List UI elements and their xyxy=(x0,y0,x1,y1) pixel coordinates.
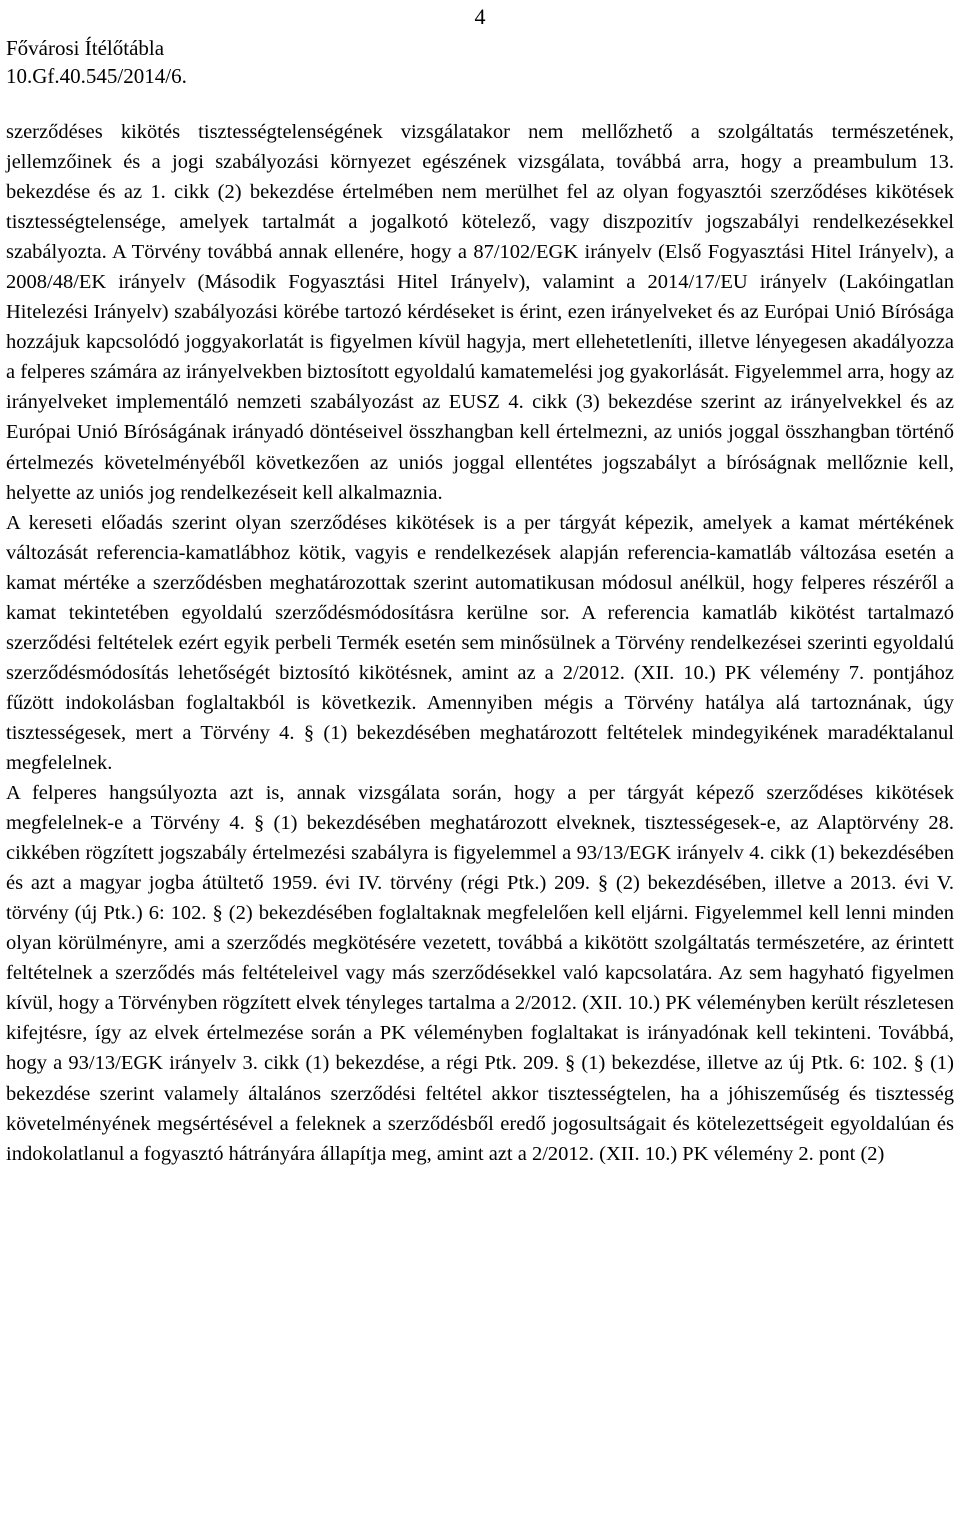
case-number: 10.Gf.40.545/2014/6. xyxy=(6,64,187,88)
document-body xyxy=(6,117,954,1169)
paragraph-1: szerződéses kikötés tisztességtelenségének vizsgálatakor nem mellőzhető a szolgáltatás természetének, jellemzőinek és a jogi szabályozási környezet egészének vizsgálata, továbbá arra, hogy a preambulum 13. bekezdése és az 1. cikk (2) bekezdése értelmében nem merülhet fel az olyan fogyasztói szerződéses kikötések tisztességtelensége, amelyek tartalmát a jogalkotó kötelező, vagy diszpozitív jogszabályi rendelkezésekkel szabályozta. A Törvény továbbá annak ellenére, hogy a 87/102/EGK irányelv (Első Fogyasztási Hitel Irányelv), a 2008/48/EK irányelv (Második Fogyasztási Hitel Irányelv), valamint a 2014/17/EU irányelv (Lakóingatlan Hitelezési Irányelv) szabályozási körébe tartozó kérdéseket is érint, ezen irányelveket és az Európai Unió Bírósága hozzájuk kapcsolódó joggyakorlatát is figyelmen kívül hagyja, mert ellehetetleníti, illetve lényegesen akadályozza a felperes számára az irányelvekben biztosított egyoldalú kamatemelési jog gyakorlását. Figyelemmel arra, hogy az irányelveket implementáló nemzeti szabályozást az EUSZ 4. cikk (3) bekezdése szerint az irányelvekkel és az Európai Unió Bíróságának irányadó döntéseivel összhangban kell értelmezni, az uniós joggal összhangban történő értelmezés követelményéből következően az uniós joggal ellentétes jogszabályt a bíróságnak mellőznie kell, helyette az uniós jog rendelkezéseit kell alkalmaznia. xyxy=(6,121,954,504)
document-header xyxy=(6,34,187,90)
paragraph-3: A felperes hangsúlyozta azt is, annak vizsgálata során, hogy a per tárgyát képező szerződéses kikötések megfelelnek-e a Törvény 4. § (1) bekezdésében meghatározott elveknek, tisztességesek-e, az Alaptörvény 28. cikkében rögzített jogszabály értelmezési szabályra is figyelemmel a 93/13/EGK irányelv 4. cikk (1) bekezdésében és azt a magyar jogba átültető 1959. évi IV. törvény (régi Ptk.) 209. § (2) bekezdésében, illetve a 2013. évi V. törvény (új Ptk.) 6: 102. § (2) bekezdésében foglaltaknak megfelelően kell eljárni. Figyelemmel kell lenni minden olyan körülményre, ami a szerződés megkötésére vezetett, továbbá a kikötött szolgáltatás természetére, az érintett feltételnek a szerződés más feltételeivel vagy más szerződésekkel való kapcsolatára. Az sem hagyható figyelmen kívül, hogy a Törvényben rögzített elvek tényleges tartalma a 2/2012. (XII. 10.) PK véleményben került részletesen kifejtésre, így az elvek értelmezése során a PK véleményben foglaltakat is irányadónak kell tekinteni. Továbbá, hogy a 93/13/EGK irányelv 3. cikk (1) bekezdése, a régi Ptk. 209. § (1) bekezdése, illetve az új Ptk. 6: 102. § (1) bekezdése szerint valamely általános szerződési feltétel akkor tisztességtelen, ha a jóhiszeműség és tisztesség követelményének megsértésével a feleknek a szerződésből eredő jogosultságait és kötelezettségeit egyoldalúan és indokolatlanul a fogyasztó hátrányára állapítja meg, amint azt a 2/2012. (XII. 10.) PK vélemény 2. pont (2) xyxy=(6,782,954,1165)
page-number: 4 xyxy=(474,4,486,29)
court-name: Fővárosi Ítélőtábla xyxy=(6,36,165,60)
paragraph-2: A kereseti előadás szerint olyan szerződéses kikötések is a per tárgyát képezik, amelyek a kamat mértékének változását referencia-kamatlábhoz kötik, vagyis e rendelkezések alapján referencia-kamatláb változása esetén a kamat mértéke a szerződésben meghatározottak szerint automatikusan módosul anélkül, hogy felperes részéről a kamat tekintetében egyoldalú szerződésmódosításra kerülne sor. A referencia kamatláb kikötést tartalmazó szerződési feltételek ezért egyik perbeli Termék esetén sem minősülnek a Törvény rendelkezései szerinti egyoldalú szerződésmódosítás lehetőségét biztosító kikötésnek, amint az a 2/2012. (XII. 10.) PK vélemény 7. pontjához fűzött indokolásban foglaltakból is következik. Amennyiben mégis a Törvény hatálya alá tartoznának, úgy tisztességesek, mert a Törvény 4. § (1) bekezdésében meghatározott feltételek mindegyikének maradéktalanul megfelelnek. xyxy=(6,511,954,774)
document-page xyxy=(6,0,954,1521)
